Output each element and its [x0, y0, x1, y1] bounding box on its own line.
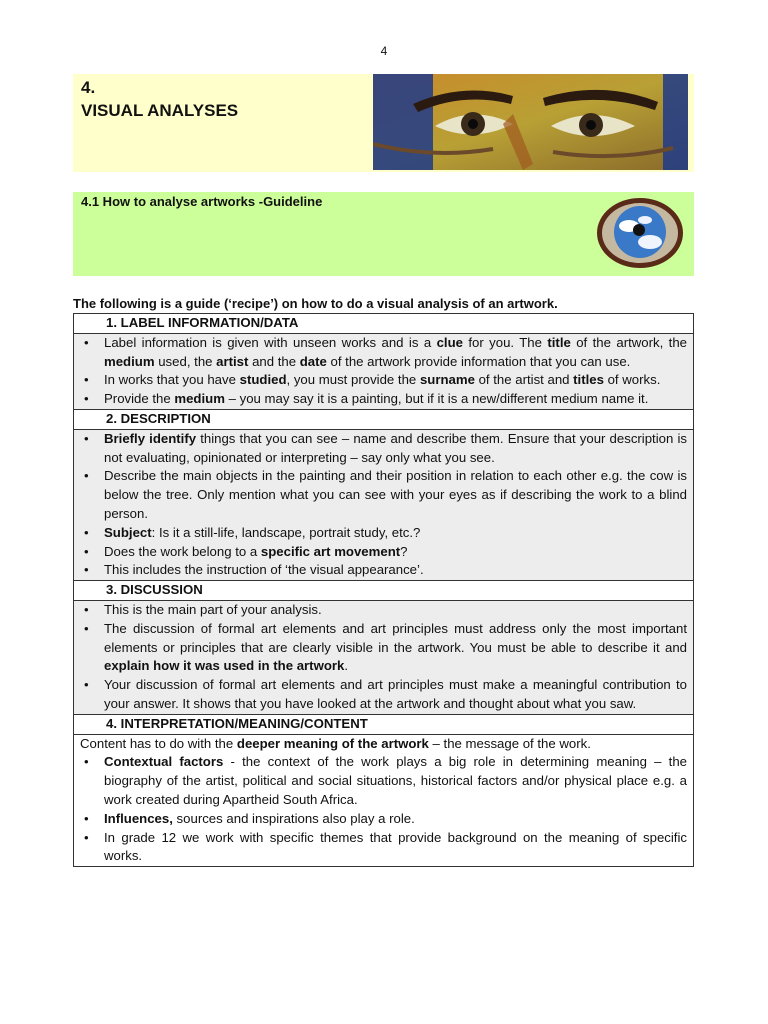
chapter-title: VISUAL ANALYSES — [81, 101, 239, 120]
list-item: • Provide the medium – you may say it is a painting, but if it is a new/different medium name it. — [104, 390, 687, 409]
list-item: • Subject: Is it a still-life, landscape, portrait study, etc.? — [104, 524, 687, 543]
list-item: • Influences, sources and inspirations also play a role. — [104, 810, 687, 829]
section-title: 4.1 How to analyse artworks -Guideline — [81, 194, 323, 209]
intro-text: The following is a guide (‘recipe’) on how to do a visual analysis of an artwork. — [73, 296, 558, 311]
chapter-number: 4. — [81, 78, 96, 97]
section-4-body — [74, 734, 694, 867]
section-2-body — [74, 429, 694, 580]
section-4-heading: 4. INTERPRETATION/MEANING/CONTENT — [74, 714, 694, 734]
section-1-body — [74, 333, 694, 409]
section-3-heading: 3. DISCUSSION — [74, 581, 694, 601]
painted-eyes-image — [373, 74, 688, 170]
list-item: • The discussion of formal art elements and art principles must address only the most important elements or principles that are clearly visible in the artwork. You must be able to describe it and explain how it was used in the artwork. — [104, 620, 687, 676]
chapter-banner — [73, 74, 694, 172]
list-item: • Label information is given with unseen works and is a clue for you. The title of the artwork, the medium used, the artist and the date of the artwork provide information that you can use. — [104, 334, 687, 372]
page-number: 4 — [380, 44, 388, 58]
list-item: • In works that you have studied, you must provide the surname of the artist and titles of works. — [104, 371, 687, 390]
section-2-heading: 2. DESCRIPTION — [74, 409, 694, 429]
list-item: • This is the main part of your analysis. — [104, 601, 687, 620]
section-3-body — [74, 600, 694, 714]
list-item: • This includes the instruction of ‘the visual appearance’. — [104, 561, 687, 580]
list-item: • Does the work belong to a specific art movement? — [104, 543, 687, 562]
section-banner — [73, 192, 694, 276]
list-item: • Your discussion of formal art elements and art principles must make a meaningful contribution to your answer. It shows that you have looked at the artwork and thought about what you saw. — [104, 676, 687, 714]
list-item: • Briefly identify things that you can see – name and describe them. Ensure that your description is not evaluating, opinionated or interpreting – say only what you see. — [104, 430, 687, 468]
analysis-guide-table — [73, 313, 694, 867]
list-item: • Contextual factors - the context of the work plays a big role in determining meaning – the biography of the artist, political and social situations, historical factors and/or physical place e.g. a work created during Apartheid South Africa. — [104, 753, 687, 809]
sky-eye-image — [595, 196, 685, 270]
section-1-heading: 1. LABEL INFORMATION/DATA — [74, 314, 694, 334]
list-item: • In grade 12 we work with specific themes that provide background on the meaning of specific works. — [104, 829, 687, 867]
list-item: • Describe the main objects in the painting and their position in relation to each other e.g. the cow is below the tree. Only mention what you can see with your eyes as if describing the work to a blind person. — [104, 467, 687, 523]
section-4-lead: Content has to do with the deeper meaning of the artwork – the message of the work. — [80, 735, 591, 751]
